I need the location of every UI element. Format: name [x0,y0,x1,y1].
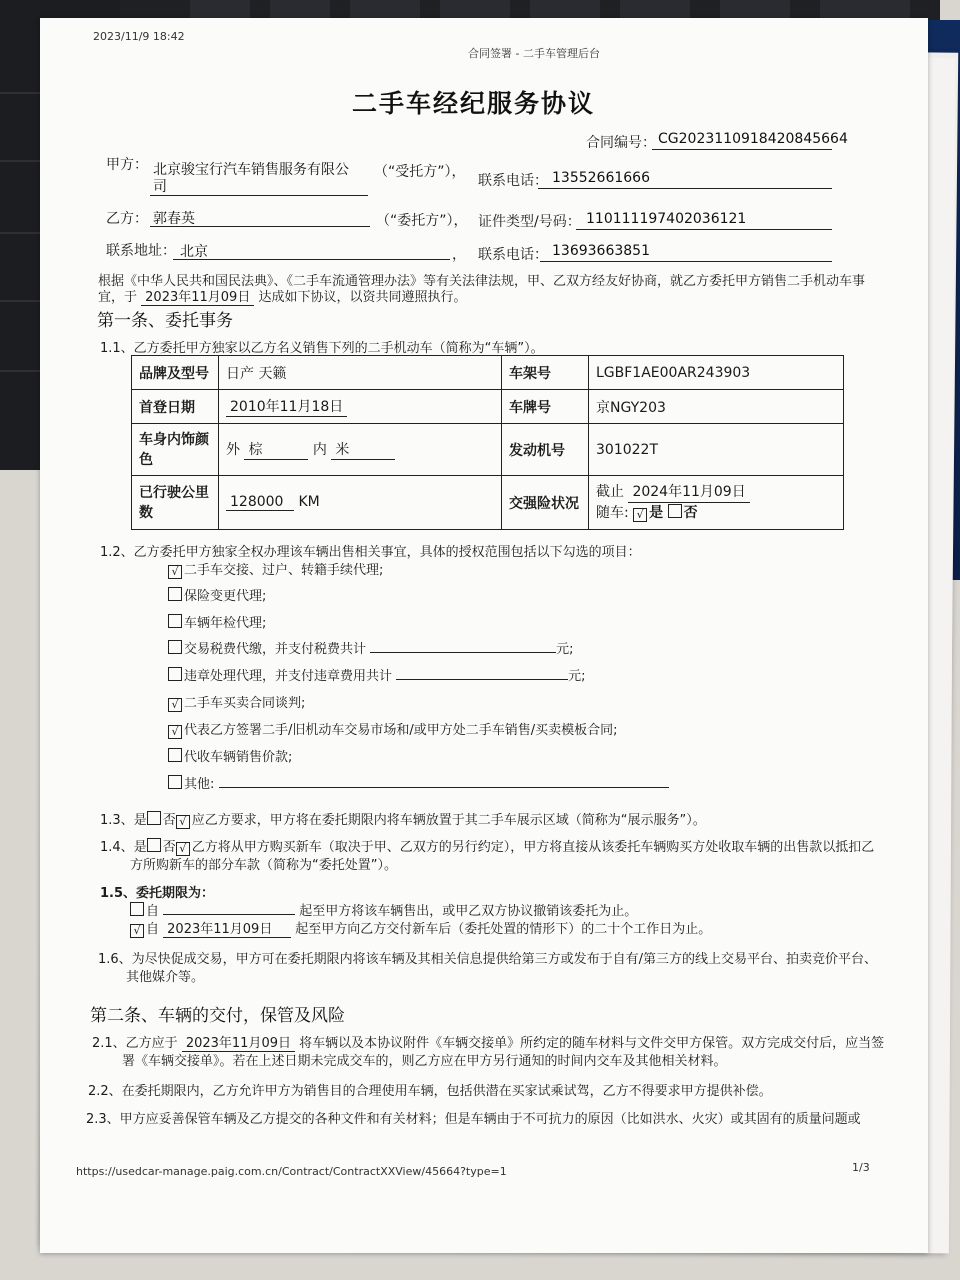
vin-label: 车架号 [502,356,589,390]
brand-value: 日产 天籁 [219,356,502,390]
party-a-role: （“受托方”）， [374,164,466,180]
party-b-id-no: 110111197402036121 [586,211,747,227]
term-option-2: √ 自 2023年11月09日 起至甲方向乙方交付新车后（委托处置的情形下）的二十个工作日为止。 [130,918,711,938]
contract-page [40,18,928,1253]
term-2-date: 2023年11月09日 [163,918,291,938]
address-value: 北京 [180,244,208,260]
plate-value: 京NGY203 [589,390,844,424]
insurance-until: 2024年11月09日 [628,482,749,503]
option-checkbox[interactable] [168,775,182,789]
c13-yes-checkbox[interactable] [147,811,161,825]
option-checkbox[interactable]: √ [168,565,182,579]
mileage-value: 128000 [226,494,294,511]
reg-date-value: 2010年11月18日 [226,396,347,417]
clause-1-2: 1.2、乙方委托甲方独家全权办理该车辆出售相关事宜，具体的授权范围包括以下勾选的项目： [100,545,641,560]
clause-1-6: 1.6、为尽快促成交易，甲方可在委托期限内将该车辆及其相关信息提供给第三方或发布于自有/第三方的线上交易平台、拍卖竞价平台、 [98,952,878,967]
option-checkbox[interactable] [168,640,182,654]
mileage-cell [219,476,502,530]
print-site-title: 合同签署 - 二手车管理后台 [468,47,600,60]
brand-label: 品牌及型号 [132,356,219,390]
ins-no-checkbox[interactable] [668,504,682,518]
term-1-checkbox[interactable] [130,902,144,916]
reg-date-cell [219,390,502,424]
clause-1-1: 1.1、乙方委托甲方独家以乙方名义销售下列的二手机动车（简称为“车辆”）。 [100,341,544,356]
preamble-line2: 宜，于 2023年11月09日 达成如下协议，以资共同遵照执行。 [98,286,466,306]
party-b-role: （“委托方”）， [376,213,468,229]
option-checkbox[interactable] [168,748,182,762]
mileage-unit: KM [298,494,320,510]
party-b-name: 郭春英 [153,211,195,227]
insurance-cell: 截止 2024年11月09日 随车: √ 是 否 [589,476,844,530]
clause-1-6-cont: 其他媒介等。 [126,970,205,985]
ins-yes-checkbox[interactable]: √ [633,508,647,522]
vehicle-table [131,355,844,530]
address-label: 联系地址： [106,243,176,259]
plate-label: 车牌号 [502,390,589,424]
option-item: √ 二手车买卖合同谈判; [168,692,305,712]
clause-2-1-cont: 署《车辆交接单》。若在上述日期未完成交车的，则乙方应在甲方另行通知的时间内交车及其他相关材料。 [122,1054,727,1069]
party-b-phone: 13693663851 [552,243,650,259]
party-a-phone-label: 联系电话： [478,173,548,189]
page-number: 1/3 [852,1161,870,1174]
insurance-label: 交强险状况 [502,476,589,530]
preamble-line1: 根据《中华人民共和国民法典》、《二手车流通管理办法》等有关法律法规，甲、乙双方经友好协商，就乙方委托甲方销售二手机动车事 [98,274,866,289]
option-item: √ 二手车交接、过户、转籍手续代理; [168,559,383,579]
contract-no-label: 合同编号： [586,135,656,151]
clause-1-4-cont: 方所购新车的部分车款（简称为“委托处置”）。 [130,858,397,873]
c14-yes-checkbox[interactable] [147,838,161,852]
option-item: 交易税费代缴，并支付税费共计 元; [168,638,574,657]
option-checkbox[interactable] [168,587,182,601]
option-item: √ 代表乙方签署二手/旧机动车交易市场和/或甲方处二手车销售/买卖模板合同; [168,719,618,739]
option-checkbox[interactable]: √ [168,725,182,739]
vin-value: LGBF1AE00AR243903 [589,356,844,390]
clause-1-5-heading: 1.5、委托期限为： [100,886,215,901]
party-b-id-label: 证件类型/号码： [478,214,581,230]
clause-2-1: 2.1、乙方应于 2023年11月09日 将车辆以及本协议附件《车辆交接单》所约定的随车材料与文件交甲方保管。双方完成交付后，应当签 [92,1032,884,1052]
footer-url: https://usedcar-manage.paig.com.cn/Contract/ContractXXView/45664?type=1 [76,1165,507,1178]
color-label: 车身内饰颜色 [132,424,219,476]
c13-no-checkbox[interactable]: √ [176,815,190,829]
option-item: 车辆年检代理; [168,612,266,631]
clause-1-3: 1.3、是 否 √ 应乙方要求，甲方将在委托期限内将车辆放置于其二手车展示区域（简称为“展示服务”）。 [100,813,706,828]
document-title: 二手车经纪服务协议 [352,89,596,118]
engine-value: 301022T [589,424,844,476]
term-option-1: 自 起至甲方将该车辆售出，或甲乙双方协议撤销该委托为止。 [130,900,637,919]
party-a-label: 甲方： [106,157,148,173]
article-2-heading: 第二条、车辆的交付，保管及风险 [90,1006,345,1026]
party-b-label: 乙方： [106,211,148,227]
print-timestamp: 2023/11/9 18:42 [93,30,185,43]
party-a-name-line2: 司 [153,179,167,195]
option-item: 保险变更代理; [168,585,266,604]
engine-label: 发动机号 [502,424,589,476]
color-cell: 外 棕 内 米 [219,424,502,476]
clause-2-3: 2.3、甲方应妥善保管车辆及乙方提交的各种文件和有关材料；但是车辆由于不可抗力的原因（比如洪水、火灾）或其固有的质量问题或 [86,1112,861,1127]
party-a-name-line1: 北京骏宝行汽车销售服务有限公 [153,162,349,178]
reg-date-label: 首登日期 [132,390,219,424]
interior-color: 米 [331,439,395,460]
option-checkbox[interactable]: √ [168,698,182,712]
option-item: 其他: [168,773,669,792]
preamble-date: 2023年11月09日 [141,286,254,306]
clause-2-2: 2.2、在委托期限内，乙方允许甲方为销售目的合理使用车辆，包括供潜在买家试乘试驾，乙方不得要求甲方提供补偿。 [88,1084,772,1099]
address-sep: ， [452,247,466,263]
contract-no: CG2023110918420845664 [658,131,848,147]
option-item: 代收车辆销售价款; [168,746,292,765]
option-checkbox[interactable] [168,667,182,681]
clause-1-4: 1.4、是 否 √ 乙方将从甲方购买新车（取决于甲、乙双方的另行约定），甲方将直接从该委托车辆购买方处收取车辆的出售款以抵扣乙 [100,840,875,855]
mileage-label: 已行驶公里数 [132,476,219,530]
party-a-phone: 13552661666 [552,170,650,186]
option-checkbox[interactable] [168,614,182,628]
option-item: 违章处理代理，并支付违章费用共计 元; [168,665,586,684]
handover-date: 2023年11月09日 [182,1032,295,1052]
exterior-color: 棕 [244,439,308,460]
article-1-heading: 第一条、委托事务 [97,311,233,331]
party-b-phone-label: 联系电话： [478,247,548,263]
term-2-checkbox[interactable]: √ [130,924,144,938]
c14-no-checkbox[interactable]: √ [176,842,190,856]
